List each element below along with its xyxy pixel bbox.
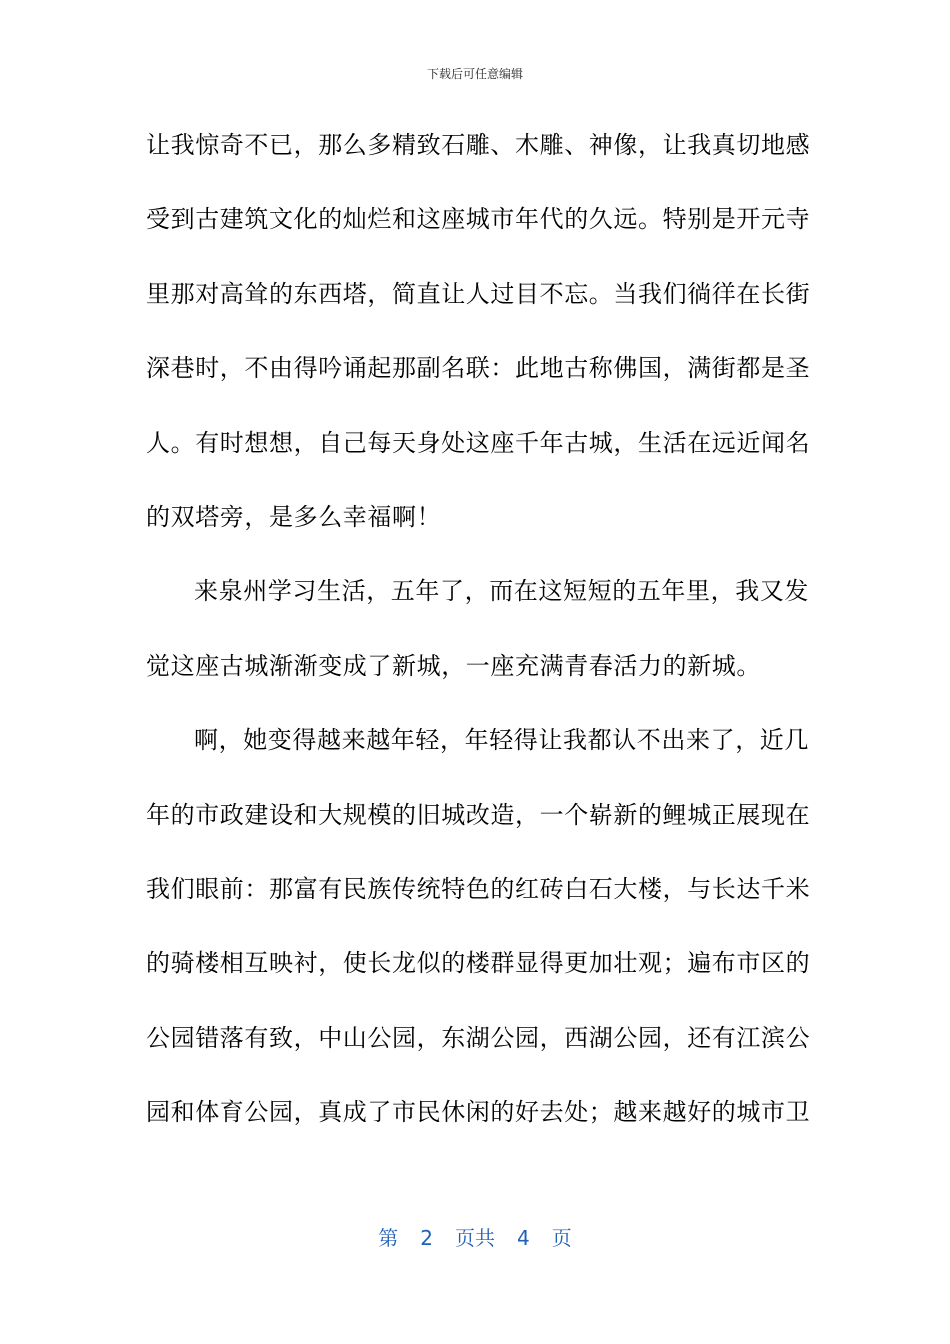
paragraph-line: 让我惊奇不已，那么多精致石雕、木雕、神像，让我真切地感 xyxy=(146,131,811,159)
paragraph-line: 我们眼前：那富有民族传统特色的红砖白石大楼，与长达千米 xyxy=(146,874,811,903)
paragraph-line: 啊，她变得越来越年轻，年轻得让我都认不出来了，近几 xyxy=(194,726,809,755)
paragraph-line: 的双塔旁，是多么幸福啊！ xyxy=(146,502,442,531)
current-page-number: 2 xyxy=(420,1226,433,1250)
page-label-prefix: 第 xyxy=(378,1226,399,1250)
page-label-suffix: 页 xyxy=(551,1226,572,1250)
page-label-middle: 页共 xyxy=(455,1226,495,1250)
paragraph-line: 年的市政建设和大规模的旧城改造，一个崭新的鲤城正展现在 xyxy=(146,800,811,829)
page-header: 下载后可任意编辑 xyxy=(426,67,523,81)
paragraph-line: 觉这座古城渐渐变成了新城，一座充满青春活力的新城。 xyxy=(146,651,761,680)
paragraph-line: 园和体育公园，真成了市民休闲的好去处；越来越好的城市卫 xyxy=(146,1098,811,1127)
paragraph-line: 里那对高耸的东西塔，简直让人过目不忘。当我们徜徉在长街 xyxy=(146,279,811,308)
paragraph-line: 深巷时，不由得吟诵起那副名联：此地古称佛国，满街都是圣 xyxy=(146,354,811,383)
page-footer xyxy=(0,1224,950,1252)
paragraph-line: 来泉州学习生活，五年了，而在这短短的五年里，我又发 xyxy=(194,577,809,606)
paragraph-line: 公园错落有致，中山公园，东湖公园，西湖公园，还有江滨公 xyxy=(146,1023,811,1052)
total-page-count: 4 xyxy=(517,1226,530,1250)
paragraph-line: 人。有时想想，自己每天身处这座千年古城，生活在远近闻名 xyxy=(146,428,811,457)
paragraph-line: 的骑楼相互映衬，使长龙似的楼群显得更加壮观；遍布市区的 xyxy=(146,949,811,978)
paragraph-line: 受到古建筑文化的灿烂和这座城市年代的久远。特别是开元寺 xyxy=(146,205,811,234)
document-body xyxy=(146,120,811,1161)
